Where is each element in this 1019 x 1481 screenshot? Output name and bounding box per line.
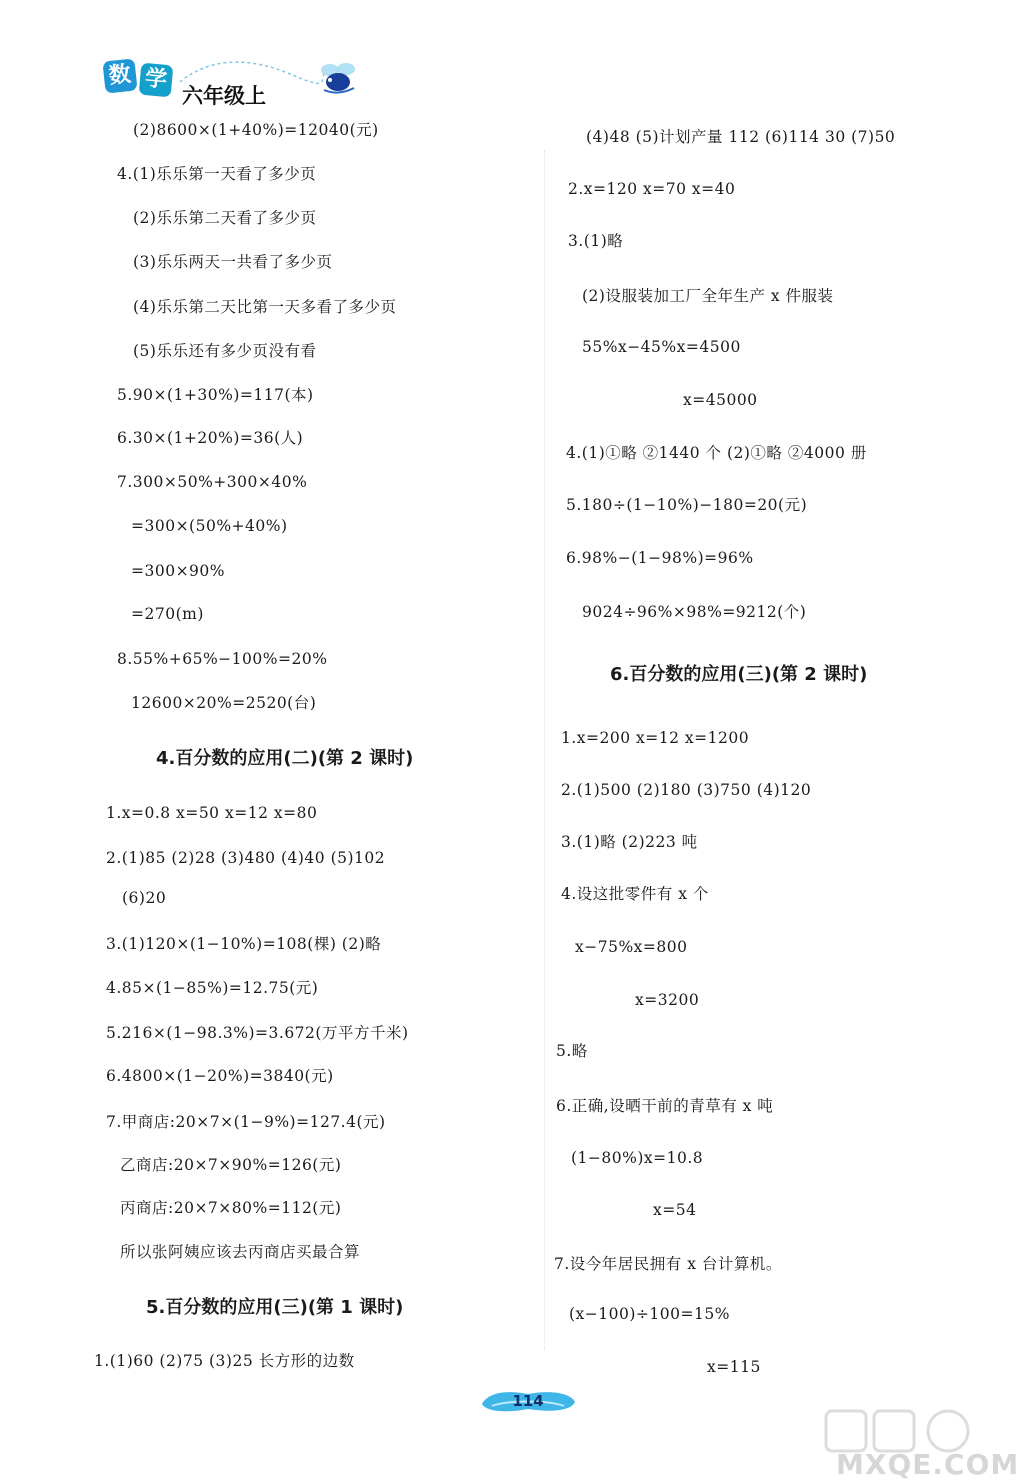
- right-line-16: x=3200: [635, 991, 700, 1009]
- right-line-8: 5.180÷(1−10%)−180=20(元): [566, 496, 808, 514]
- right-line-18: 6.正确,设晒干前的青草有 x 吨: [556, 1097, 774, 1115]
- left-line-22: 7.甲商店:20×7×(1−9%)=127.4(元): [106, 1113, 386, 1131]
- right-line-21: 7.设今年居民拥有 x 台计算机。: [554, 1255, 782, 1273]
- left-line-1: (2)8600×(1+40%)=12040(元): [133, 121, 379, 139]
- left-line-6: (5)乐乐还有多少页没有看: [133, 342, 317, 360]
- right-line-10: 9024÷96%×98%=9212(个): [582, 603, 807, 621]
- right-line-14: 4.设这批零件有 x 个: [561, 885, 709, 903]
- right-line-1: (4)48 (5)计划产量 112 (6)114 30 (7)50: [586, 128, 896, 146]
- section-heading-5: 5.百分数的应用(三)(第 1 课时): [146, 1297, 404, 1318]
- right-line-13: 3.(1)略 (2)223 吨: [561, 833, 698, 851]
- right-line-23: x=115: [707, 1358, 761, 1376]
- left-line-24: 丙商店:20×7×80%=112(元): [120, 1199, 342, 1217]
- left-line-15: 1.x=0.8 x=50 x=12 x=80: [106, 804, 318, 822]
- watermark-text: MXQE.COM: [836, 1448, 1019, 1481]
- right-line-6: x=45000: [683, 391, 758, 409]
- column-divider: [544, 150, 545, 1350]
- right-line-19: (1−80%)x=10.8: [571, 1149, 704, 1167]
- grade-label: 六年级上: [182, 84, 266, 108]
- section-heading-4: 4.百分数的应用(二)(第 2 课时): [156, 748, 414, 769]
- left-line-9: 7.300×50%+300×40%: [117, 473, 308, 491]
- subject-badge-2: 学: [139, 63, 174, 98]
- page-number: [478, 1388, 578, 1414]
- right-line-12: 2.(1)500 (2)180 (3)750 (4)120: [561, 781, 812, 799]
- subject-badge-1: 数: [102, 58, 137, 93]
- left-line-14: 12600×20%=2520(台): [131, 694, 317, 712]
- right-line-9: 6.98%−(1−98%)=96%: [566, 549, 754, 567]
- bee-icon: [316, 60, 362, 96]
- left-line-5: (4)乐乐第二天比第一天多看了多少页: [133, 298, 397, 316]
- left-line-23: 乙商店:20×7×90%=126(元): [120, 1156, 342, 1174]
- book-header: [100, 52, 400, 110]
- left-line-12: =270(m): [131, 605, 204, 623]
- right-line-2: 2.x=120 x=70 x=40: [568, 180, 736, 198]
- right-line-15: x−75%x=800: [575, 938, 688, 956]
- left-line-11: =300×90%: [131, 562, 226, 580]
- left-line-3: (2)乐乐第二天看了多少页: [133, 209, 317, 227]
- page-number-text: 114: [512, 1392, 544, 1410]
- right-line-4: (2)设服装加工厂全年生产 x 件服装: [582, 287, 834, 305]
- left-line-10: =300×(50%+40%): [131, 517, 288, 535]
- left-line-2: 4.(1)乐乐第一天看了多少页: [117, 165, 317, 183]
- left-line-13: 8.55%+65%−100%=20%: [117, 650, 328, 668]
- left-line-19: 4.85×(1−85%)=12.75(元): [106, 979, 319, 997]
- left-line-18: 3.(1)120×(1−10%)=108(棵) (2)略: [106, 935, 382, 953]
- left-line-8: 6.30×(1+20%)=36(人): [117, 429, 304, 447]
- right-line-17: 5.略: [556, 1042, 588, 1060]
- left-line-17: (6)20: [122, 889, 167, 907]
- right-line-11: 1.x=200 x=12 x=1200: [561, 729, 750, 747]
- right-line-5: 55%x−45%x=4500: [582, 338, 741, 356]
- left-line-26: 1.(1)60 (2)75 (3)25 长方形的边数: [94, 1352, 355, 1370]
- right-line-22: (x−100)÷100=15%: [569, 1305, 730, 1323]
- left-line-20: 5.216×(1−98.3%)=3.672(万平方千米): [106, 1024, 409, 1042]
- section-heading-6: 6.百分数的应用(三)(第 2 课时): [610, 664, 868, 685]
- left-line-4: (3)乐乐两天一共看了多少页: [133, 253, 333, 271]
- left-line-25: 所以张阿姨应该去丙商店买最合算: [120, 1243, 361, 1261]
- right-line-7: 4.(1)①略 ②1440 个 (2)①略 ②4000 册: [566, 444, 867, 462]
- right-line-20: x=54: [653, 1201, 697, 1219]
- left-line-21: 6.4800×(1−20%)=3840(元): [106, 1067, 334, 1085]
- left-line-16: 2.(1)85 (2)28 (3)480 (4)40 (5)102: [106, 849, 386, 867]
- left-line-7: 5.90×(1+30%)=117(本): [117, 386, 314, 404]
- right-line-3: 3.(1)略: [568, 232, 624, 250]
